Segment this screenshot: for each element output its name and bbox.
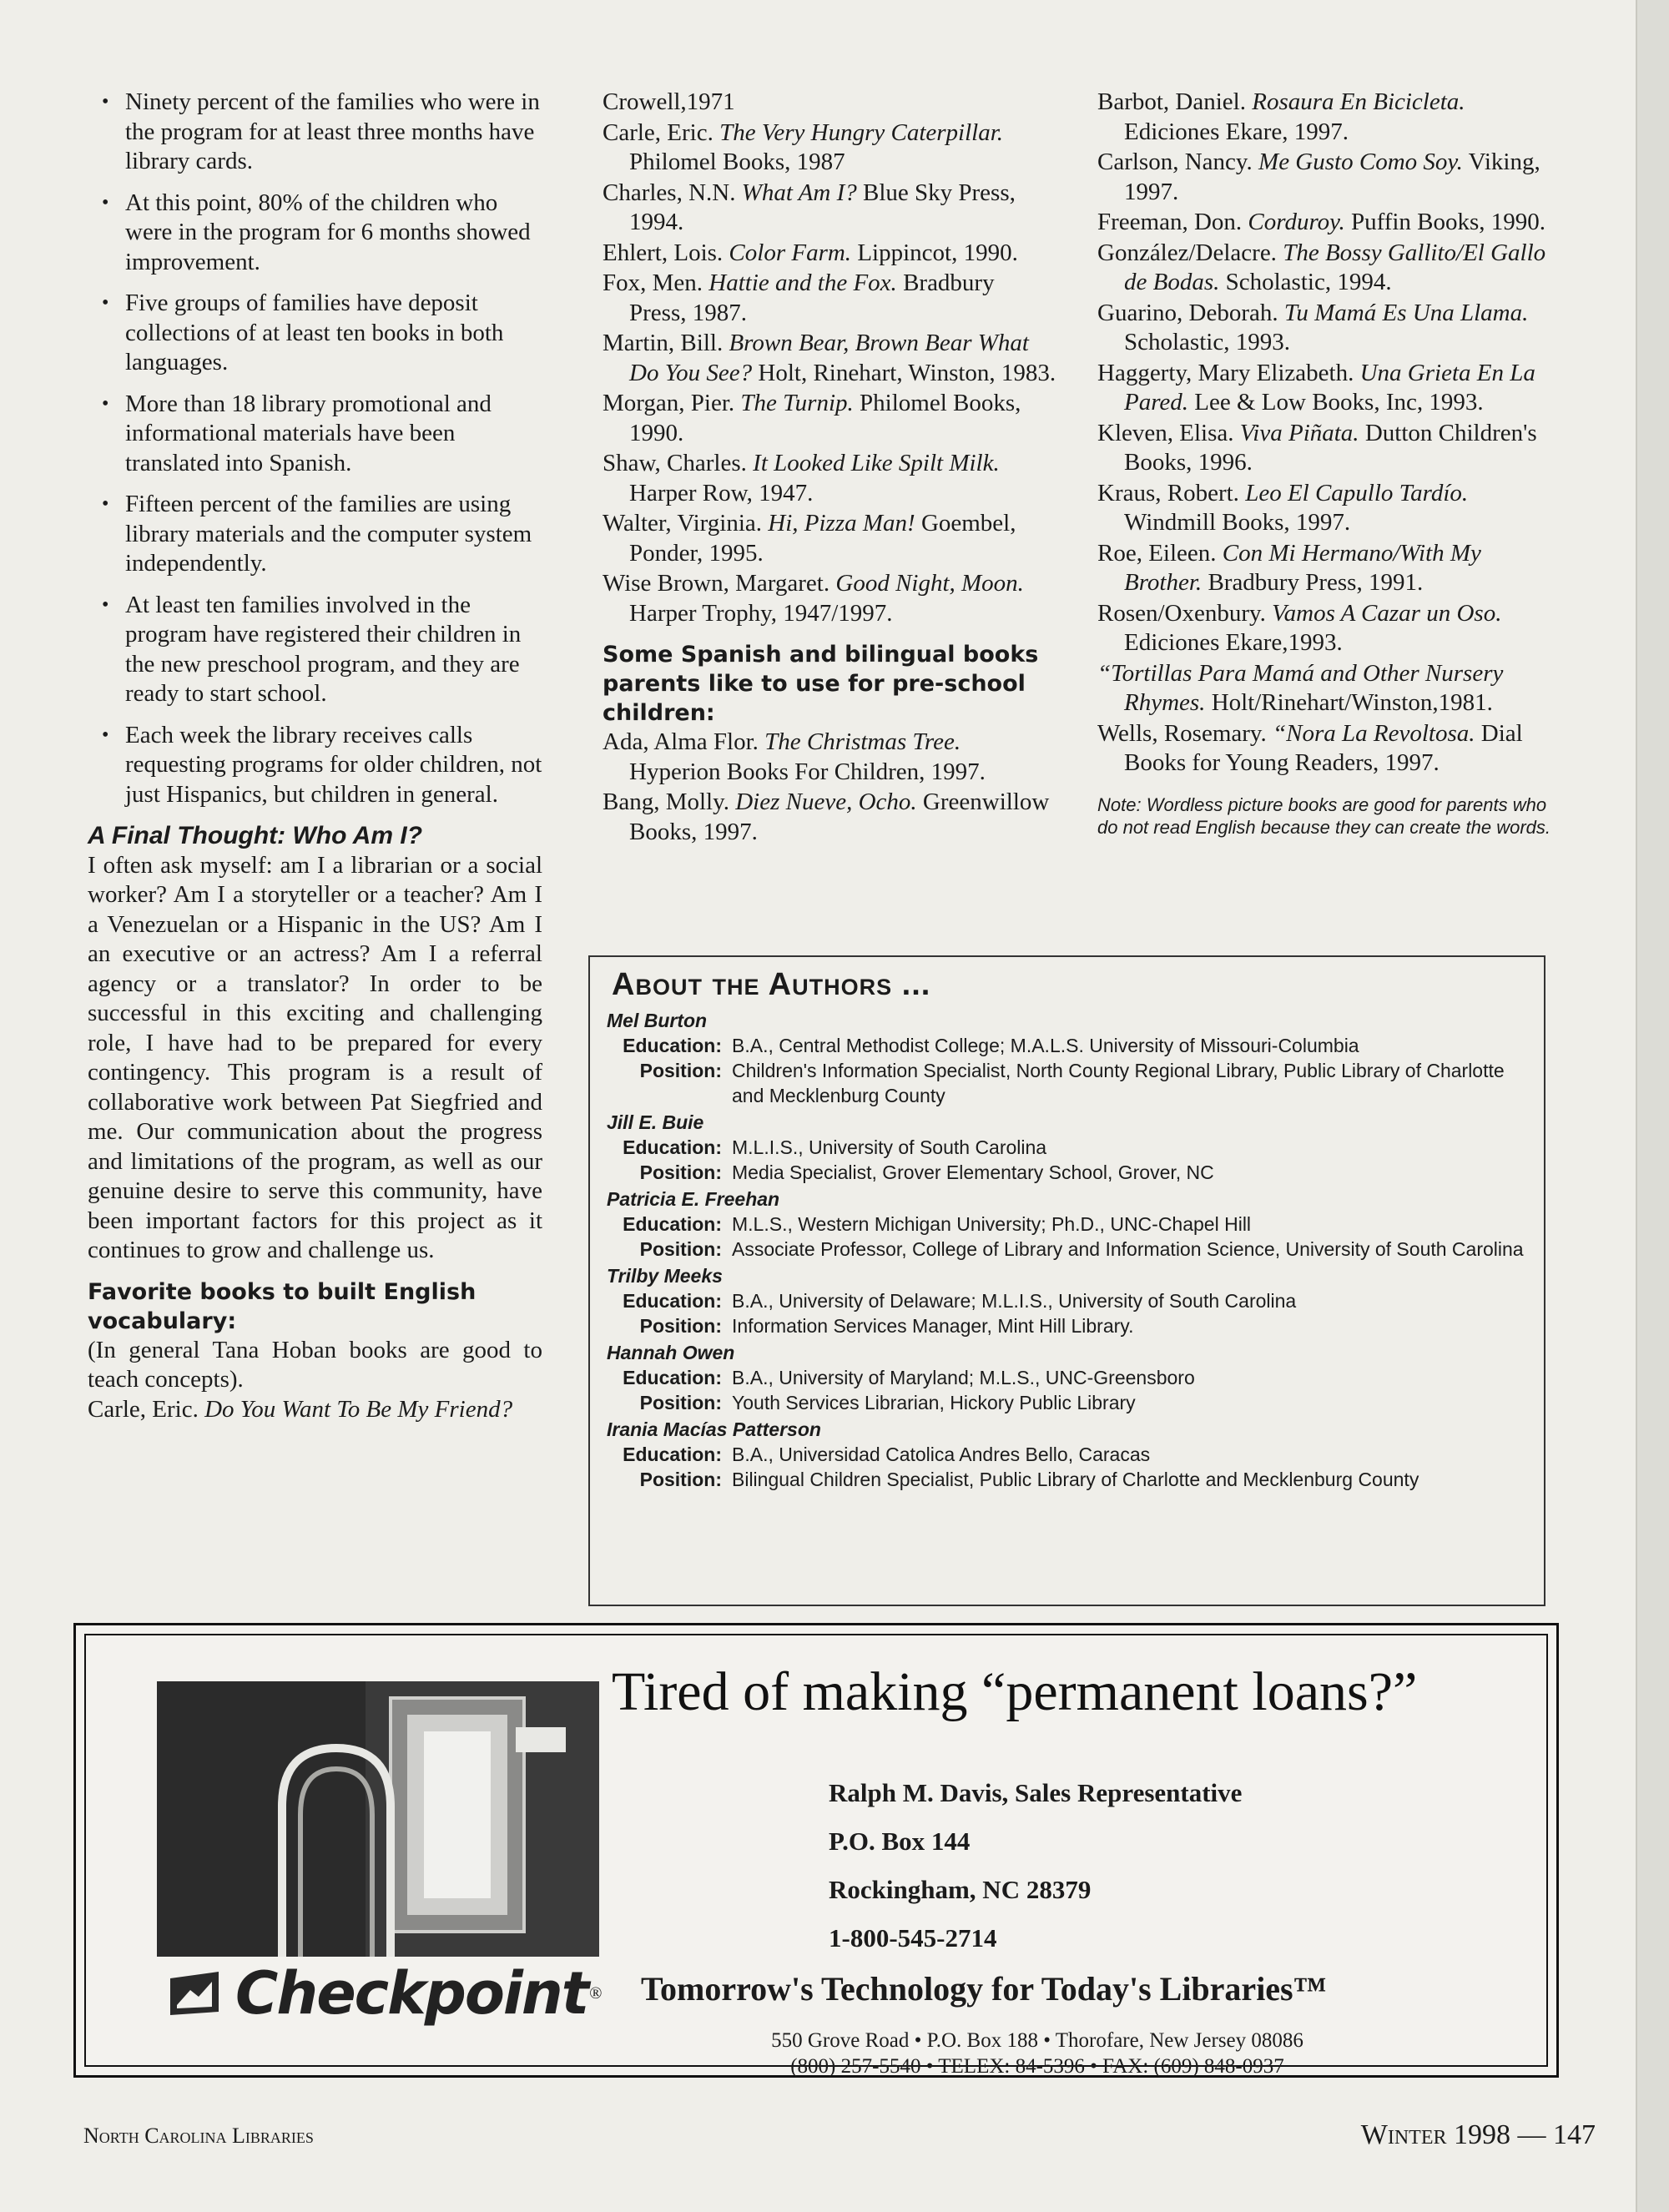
contact-line: Ralph M. Davis, Sales Representative	[829, 1778, 1243, 1807]
education-value: B.A., University of Delaware; M.L.I.S., University of South Carolina	[732, 1290, 1297, 1312]
list-item: • More than 18 library promotional and informational materials have been translated into Spanish.	[102, 390, 492, 476]
book-reference: Carlson, Nancy. Me Gusto Como Soy. Viking, 1997.	[1097, 149, 1540, 205]
book-reference: Guarino, Deborah. Tu Mamá Es Una Llama. Scholastic, 1993.	[1097, 299, 1529, 355]
author-name: Hannah Owen	[607, 1342, 735, 1363]
position-value: Information Services Manager, Mint Hill Library.	[732, 1315, 1134, 1337]
book-reference: Kraus, Robert. Leo El Capullo Tardío. Windmill Books, 1997.	[1097, 479, 1469, 536]
book-reference: Freeman, Don. Corduroy. Puffin Books, 1990.	[1097, 209, 1546, 235]
author-entry	[605, 1008, 1534, 1108]
education-value: B.A., University of Maryland; M.L.S., UNC-Greensboro	[732, 1367, 1195, 1388]
contact-line: Rockingham, NC 28379	[829, 1875, 1092, 1904]
book-reference: “Tortillas Para Mamá and Other Nursery Rhymes. Holt/Rinehart/Winston,1981.	[1097, 659, 1504, 716]
book-reference: Wise Brown, Margaret. Good Night, Moon. Harper Trophy, 1947/1997.	[603, 570, 1024, 627]
spanish-books-heading: Some Spanish and bilingual books parents like to use for pre-school children:	[603, 642, 1039, 726]
position-value: Children's Information Specialist, North County Regional Library, Public Library of Charlotte and Mecklenburg County	[732, 1060, 1505, 1106]
author-name: Irania Macías Patterson	[607, 1418, 821, 1440]
bullet-icon: •	[102, 292, 109, 314]
book-reference: Fox, Men. Hattie and the Fox. Bradbury Press, 1987.	[603, 270, 995, 326]
bullet-icon: •	[102, 191, 109, 214]
book-reference: Morgan, Pier. The Turnip. Philomel Books, 1990.	[603, 390, 1021, 446]
author-name: Mel Burton	[607, 1010, 708, 1031]
books-intro: (In general Tana Hoban books are good to teach concepts).	[88, 1336, 542, 1393]
book-reference: Roe, Eileen. Con Mi Hermano/With My Brother. Bradbury Press, 1991.	[1097, 539, 1481, 596]
book-reference: Charles, N.N. What Am I? Blue Sky Press, 1994.	[603, 179, 1016, 235]
contact-line: P.O. Box 144	[829, 1827, 971, 1856]
spanish-book-list	[603, 728, 1057, 847]
ad-address	[86, 2028, 1546, 2079]
education-value: M.L.I.S., University of South Carolina	[732, 1136, 1047, 1158]
book-reference: Walter, Virginia. Hi, Pizza Man! Goembel, Ponder, 1995.	[603, 510, 1016, 567]
security-gate-illustration	[157, 1681, 599, 1957]
author-education-row	[605, 1033, 1534, 1058]
body-paragraph: I often ask myself: am I a librarian or a social worker? Am I a storyteller or a teacher? Am I a Venezuelan or a Hispanic in the US? Am I an executive or an actress? Am I a referral agency or a translator? In order to be successful in this exciting and challenging role, I have had to be prepared for every contingency. This program is a result of collaborative work between Pat Siegfried and me. Our communication about the progress and limitations of the program, as well as our genuine desire to serve this community, have been important factors for this project as it continues to grow and challenge us.	[88, 851, 542, 1263]
column-1	[88, 88, 542, 1425]
position-value: Media Specialist, Grover Elementary School, Grover, NC	[732, 1161, 1214, 1183]
ad-headline: Tired of making “permanent loans?”	[612, 1661, 1418, 1722]
author-position-row	[605, 1058, 1534, 1108]
author-entry	[605, 1110, 1534, 1185]
book-reference: Ada, Alma Flor. The Christmas Tree. Hyperion Books For Children, 1997.	[603, 728, 986, 785]
book-reference: Carle, Eric. Do You Want To Be My Friend?	[88, 1395, 513, 1423]
author-education-row	[605, 1288, 1534, 1313]
author-name: Jill E. Buie	[607, 1111, 704, 1133]
author-position-row	[605, 1313, 1534, 1338]
list-item: • Five groups of families have deposit collections of at least ten books in both languages.	[102, 290, 504, 375]
books-heading: Favorite books to built English vocabulary:	[88, 1278, 476, 1334]
authors-title: About the Authors ...	[612, 967, 931, 1002]
book-reference: Shaw, Charles. It Looked Like Spilt Milk. Harper Row, 1947.	[603, 450, 1000, 506]
education-label: Education:	[623, 1367, 722, 1388]
bullet-icon: •	[102, 91, 109, 113]
education-value: B.A., Universidad Catolica Andres Bello, Caracas	[732, 1444, 1151, 1465]
note: Note: Wordless picture books are good for parents who do not read English because they can create the words.	[1097, 794, 1551, 838]
position-label: Position:	[639, 1238, 722, 1260]
ad-tagline: Tomorrow's Technology for Today's Libraries™	[641, 1970, 1327, 2008]
author-position-row	[605, 1160, 1534, 1185]
education-value: B.A., Central Methodist College; M.A.L.S. University of Missouri-Columbia	[732, 1035, 1359, 1056]
book-reference: Crowell,1971	[603, 88, 735, 115]
position-label: Position:	[639, 1060, 722, 1081]
security-gate-photo	[157, 1681, 599, 1957]
position-label: Position:	[639, 1469, 722, 1490]
education-label: Education:	[623, 1035, 722, 1056]
checkpoint-logo-icon	[165, 1968, 224, 2018]
contact-line: 1-800-545-2714	[829, 1923, 997, 1953]
bullet-icon: •	[102, 593, 109, 616]
footer-publication: North Carolina Libraries	[83, 2124, 314, 2148]
position-label: Position:	[639, 1392, 722, 1413]
book-reference: Haggerty, Mary Elizabeth. Una Grieta En La Pared. Lee & Low Books, Inc, 1993.	[1097, 359, 1535, 416]
section-subhead: A Final Thought: Who Am I?	[88, 822, 423, 849]
author-education-row	[605, 1212, 1534, 1237]
registered-mark: ®	[589, 1983, 603, 2003]
list-item: • Fifteen percent of the families are using library materials and the computer system independently.	[102, 491, 532, 577]
brand-name: Checkpoint	[235, 1959, 588, 2028]
author-education-row	[605, 1365, 1534, 1390]
list-item: • Each week the library receives calls requesting programs for older children, not just Hispanics, but children in general.	[102, 721, 542, 808]
authors-list	[605, 1008, 1534, 1492]
author-position-row	[605, 1237, 1534, 1262]
column-2	[603, 88, 1057, 848]
education-label: Education:	[623, 1444, 722, 1465]
position-value: Youth Services Librarian, Hickory Public Library	[732, 1392, 1136, 1413]
list-item: • Ninety percent of the families who were in the program for at least three months have library cards.	[102, 88, 540, 174]
book-reference: Kleven, Elisa. Viva Piñata. Dutton Children's Books, 1996.	[1097, 419, 1537, 476]
bilingual-book-list	[1097, 88, 1561, 778]
footer-issue-page: Winter 1998 — 147	[1360, 2119, 1596, 2150]
author-entry	[605, 1263, 1534, 1338]
education-label: Education:	[623, 1213, 722, 1235]
book-reference: Carle, Eric. The Very Hungry Caterpillar. Philomel Books, 1987	[603, 118, 1004, 175]
position-label: Position:	[639, 1161, 722, 1183]
book-reference: Ehlert, Lois. Color Farm. Lippincot, 1990.	[603, 239, 1018, 266]
author-education-row	[605, 1442, 1534, 1467]
book-reference: Rosen/Oxenbury. Vamos A Cazar un Oso. Ediciones Ekare,1993.	[1097, 599, 1502, 656]
page-edge	[1636, 0, 1669, 2212]
ad-inner-border	[84, 1634, 1548, 2078]
book-reference: Bang, Molly. Diez Nueve, Ocho. Greenwillow Books, 1997.	[603, 789, 1050, 845]
about-authors-box	[588, 955, 1545, 1606]
bullet-icon: •	[102, 392, 109, 415]
book-reference: González/Delacre. The Bossy Gallito/El Gallo de Bodas. Scholastic, 1994.	[1097, 239, 1546, 295]
author-position-row	[605, 1390, 1534, 1415]
author-entry	[605, 1187, 1534, 1262]
education-label: Education:	[623, 1136, 722, 1158]
education-value: M.L.S., Western Michigan University; Ph.D., UNC-Chapel Hill	[732, 1213, 1252, 1235]
ad-contact-block	[829, 1769, 1242, 1963]
list-item: • At least ten families involved in the program have registered their children in the new preschool program, and they are ready to start school.	[102, 591, 522, 707]
book-reference: Barbot, Daniel. Rosaura En Bicicleta. Ediciones Ekare, 1997.	[1097, 88, 1465, 145]
position-label: Position:	[639, 1315, 722, 1337]
results-list	[88, 88, 542, 809]
column-3	[1097, 88, 1561, 839]
book-reference: Wells, Rosemary. “Nora La Revoltosa. Dial Books for Young Readers, 1997.	[1097, 719, 1523, 776]
checkpoint-advertisement	[73, 1623, 1559, 2078]
position-value: Associate Professor, College of Library and Information Science, University of South Carolina	[732, 1238, 1524, 1260]
bullet-icon: •	[102, 493, 109, 515]
author-name: Patricia E. Freehan	[607, 1188, 780, 1210]
author-education-row	[605, 1135, 1534, 1160]
position-value: Bilingual Children Specialist, Public Library of Charlotte and Mecklenburg County	[732, 1469, 1419, 1490]
phone-line: (800) 257-5540 • TELEX: 84-5396 • FAX: (609) 848-0937	[790, 2055, 1284, 2078]
list-item: • At this point, 80% of the children who were in the program for 6 months showed improvement.	[102, 189, 531, 275]
education-label: Education:	[623, 1290, 722, 1312]
author-position-row	[605, 1467, 1534, 1492]
address-line: 550 Grove Road • P.O. Box 188 • Thorofare, New Jersey 08086	[771, 2029, 1303, 2052]
author-name: Trilby Meeks	[607, 1265, 723, 1287]
author-entry	[605, 1340, 1534, 1415]
author-entry	[605, 1417, 1534, 1492]
book-reference: Martin, Bill. Brown Bear, Brown Bear What Do You See? Holt, Rinehart, Winston, 1983.	[603, 330, 1056, 386]
bullet-icon: •	[102, 723, 109, 746]
checkpoint-logo	[165, 1959, 602, 2028]
book-list	[603, 88, 1057, 628]
